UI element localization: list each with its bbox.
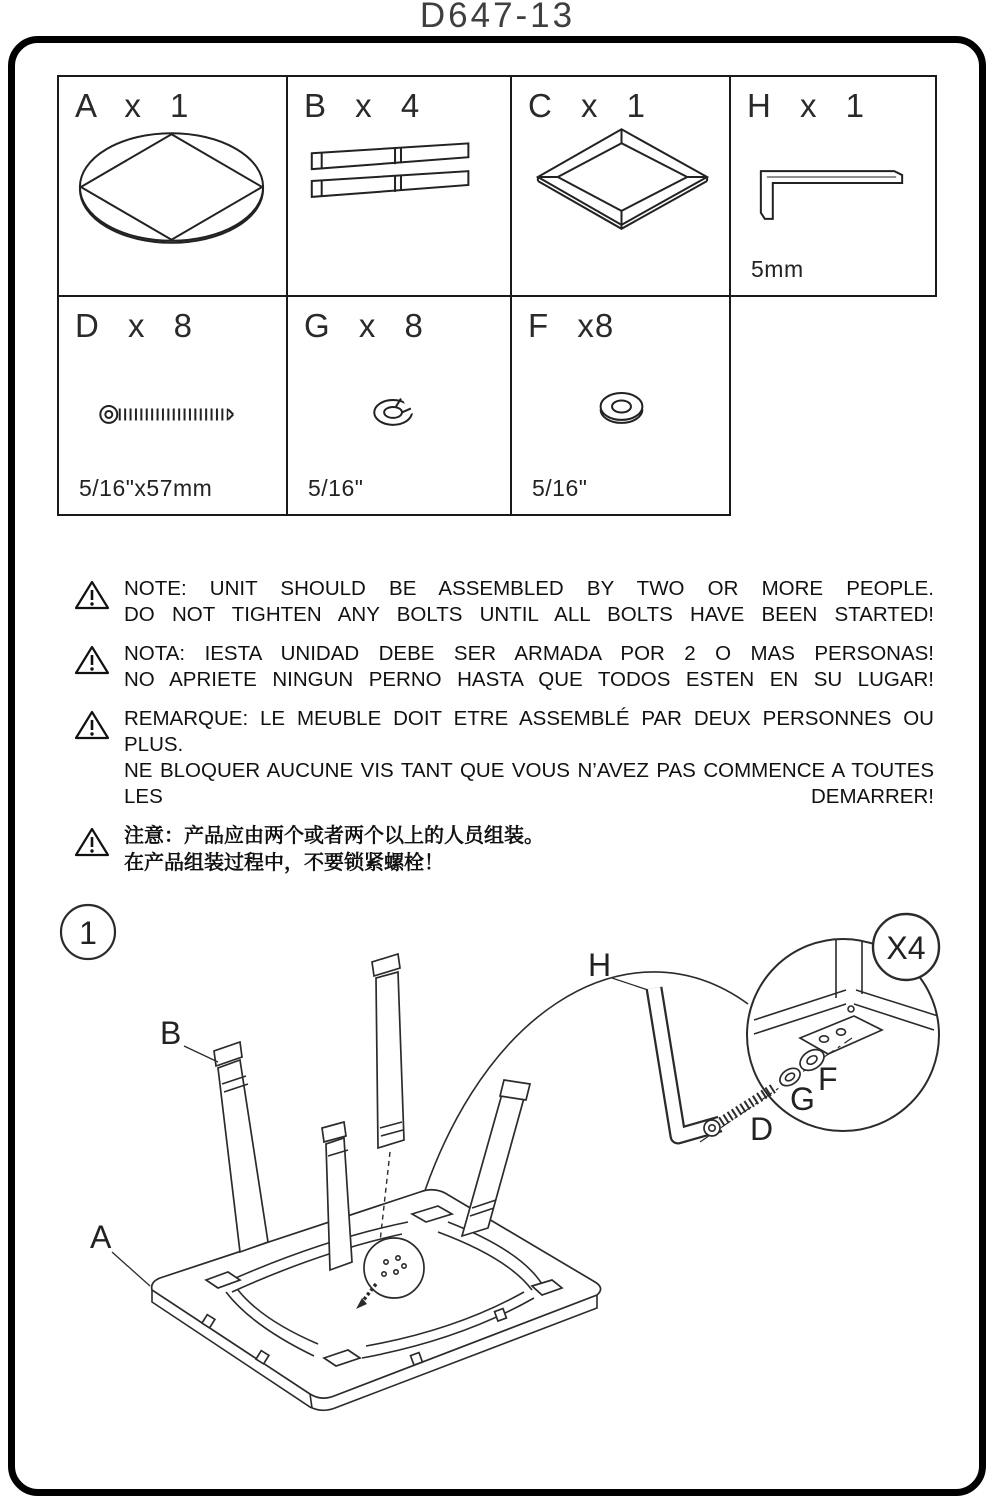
warning-es-line2: NO APRIETE NINGUN PERNO HASTA QUE TODOS ESTEN EN SU LUGAR!	[124, 668, 934, 691]
page-title: D647-13	[419, 0, 576, 35]
part-label-f: F x8	[528, 307, 615, 344]
part-label-h: H x 1	[747, 87, 866, 124]
step1-diagram	[0, 888, 995, 1500]
parts-cell-g	[286, 295, 512, 516]
leg-b-drawing	[214, 1042, 268, 1252]
parts-cell-a	[57, 75, 288, 297]
table-leg-icon	[288, 77, 510, 295]
detail-leader-curve	[410, 972, 748, 1240]
warning-fr-line1: REMARQUE: LE MEUBLE DOIT ETRE ASSEMBLÉ PAR DEUX PERSONNES OU PLUS.	[124, 707, 934, 756]
leg-right-drawing	[462, 1080, 530, 1236]
part-note-f: 5/16"	[532, 475, 588, 501]
label-d: D	[750, 1111, 774, 1147]
warning-en-line2: DO NOT TIGHTEN ANY BOLTS UNTIL ALL BOLTS HAVE BEEN STARTED!	[124, 603, 934, 626]
warning-fr	[74, 706, 934, 810]
part-note-d: 5/16"x57mm	[79, 475, 213, 501]
warning-en	[74, 576, 934, 628]
step-number: 1	[79, 915, 97, 951]
part-note-h: 5mm	[751, 256, 804, 282]
table-top-drawing	[152, 1190, 601, 1411]
warning-triangle-icon	[74, 644, 110, 676]
warning-es	[74, 641, 934, 693]
warning-zh-line2: 在产品组装过程中，不要锁紧螺栓！	[124, 852, 444, 874]
parts-cell-f	[510, 295, 731, 516]
warning-en-line1: NOTE: UNIT SHOULD BE ASSEMBLED BY TWO OR MORE PEOPLE.	[124, 577, 934, 600]
table-top-icon	[59, 77, 286, 295]
part-label-b: B x 4	[304, 87, 421, 124]
warning-zh-line1: 注意：产品应由两个或者两个以上的人员组装。	[124, 825, 544, 847]
label-h: H	[588, 947, 612, 983]
step-number-badge	[61, 905, 115, 959]
part-label-d: D x 8	[75, 307, 194, 344]
repeat-count-badge	[873, 914, 939, 980]
parts-cell-d	[57, 295, 288, 516]
part-label-a: A x 1	[75, 87, 190, 124]
parts-cell-b	[286, 75, 512, 297]
warnings-section	[74, 576, 934, 890]
label-b: B	[160, 1015, 182, 1051]
part-note-g: 5/16"	[308, 475, 364, 501]
allen-key-drawing	[654, 988, 720, 1136]
warning-es-line1: NOTA: IESTA UNIDAD DEBE SER ARMADA POR 2 O MAS PERSONAS!	[124, 642, 934, 665]
parts-cell-c	[510, 75, 731, 297]
warning-zh	[74, 823, 934, 877]
warning-triangle-icon	[74, 579, 110, 611]
warning-triangle-icon	[74, 709, 110, 741]
label-f: F	[818, 1061, 838, 1097]
repeat-count: X4	[886, 930, 926, 966]
part-label-g: G x 8	[304, 307, 424, 344]
part-label-c: C x 1	[528, 87, 647, 124]
label-g: G	[790, 1081, 815, 1117]
warning-fr-line2: NE BLOQUER AUCUNE VIS TANT QUE VOUS N’AVEZ PAS COMMENCE A TOUTES LES DEMARRER!	[124, 759, 934, 808]
label-a: A	[90, 1219, 112, 1255]
parts-cell-h	[729, 75, 937, 297]
apron-frame-icon	[512, 77, 729, 295]
warning-triangle-icon	[74, 826, 110, 858]
